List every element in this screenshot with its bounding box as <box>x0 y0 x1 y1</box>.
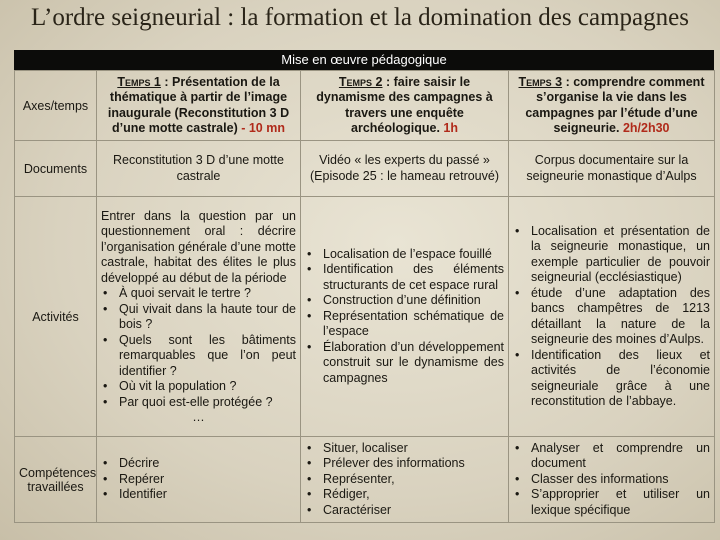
competences-2 <box>301 437 509 523</box>
list-item: • Par quoi est-elle protégée ? <box>101 395 296 411</box>
list-item: • Rédiger, <box>305 487 504 503</box>
pedagogy-table <box>14 70 715 523</box>
temps-1-text: : Présentation de la thématique à partir de l’image inaugurale (Reconstitution 3 D d’une motte castrale) <box>107 74 290 135</box>
list-item: • Représentation schématique de l’espace <box>305 309 504 340</box>
list-item: • Localisation et présentation de la seigneurie monastique, un exemple particulier de pouvoir seigneurial (ecclésiastique) <box>513 224 710 286</box>
list-item: • Repérer <box>101 472 296 488</box>
competences-3-list <box>513 441 710 519</box>
list-item: • À quoi servait le tertre ? <box>101 286 296 302</box>
competences-1 <box>97 437 301 523</box>
activites-2-list <box>305 247 504 387</box>
row-label-competences: Compétences travaillées <box>15 437 97 523</box>
row-label-documents: Documents <box>15 141 97 197</box>
row-label-activites: Activités <box>15 197 97 437</box>
activites-1-ellipsis: … <box>192 410 205 425</box>
temps-3-text: : comprendre comment s’organise la vie dans les campagnes par l’étude d’une seigneurie. <box>525 74 705 135</box>
list-item: • S’approprier et utiliser un lexique spécifique <box>513 487 710 518</box>
list-item: • Qui vivait dans la haute tour de bois ? <box>101 302 296 333</box>
row-label-axes: Axes/temps <box>15 71 97 141</box>
list-item: • Situer, localiser <box>305 441 504 457</box>
temps-2-text: : faire saisir le dynamisme des campagnes à travers une enquête archéologique. <box>316 74 493 135</box>
activites-3-list <box>513 224 710 410</box>
temps-3-cell <box>509 71 715 141</box>
temps-3-label: Temps 3 <box>518 74 563 89</box>
activites-1-list <box>101 286 296 410</box>
temps-1-label: Temps 1 <box>117 74 161 89</box>
activites-2 <box>301 197 509 437</box>
list-item: • Représenter, <box>305 472 504 488</box>
temps-2-duration: 1h <box>439 121 458 135</box>
list-item: • Prélever des informations <box>305 456 504 472</box>
list-item: • Classer des informations <box>513 472 710 488</box>
list-item: • Identifier <box>101 487 296 503</box>
list-item: • Caractériser <box>305 503 504 519</box>
document-2: Vidéo « les experts du passé » (Episode 25 : le hameau retrouvé) <box>301 141 509 197</box>
row-axes <box>15 71 715 141</box>
competences-2-list <box>305 441 504 519</box>
activites-3 <box>509 197 715 437</box>
list-item: • Analyser et comprendre un document <box>513 441 710 472</box>
list-item: • Construction d’une définition <box>305 293 504 309</box>
row-documents <box>15 141 715 197</box>
temps-1-cell <box>97 71 301 141</box>
list-item: • Identification des éléments structurants de cet espace rural <box>305 262 504 293</box>
page-title: L’ordre seigneurial : la formation et la domination des campagnes <box>31 4 689 31</box>
list-item: • Identification des lieux et activités de l’économie seigneuriale grâce à une reconstitution de l’abbaye. <box>513 348 710 410</box>
activites-1-intro: Entrer dans la question par un questionnement oral : décrire l’organisation générale d’une motte castrale, habitat des élites le plus développé au début de la période <box>101 208 296 285</box>
list-item: • Élaboration d’un développement construit sur le dynamisme des campagnes <box>305 340 504 387</box>
list-item: • Où vit la population ? <box>101 379 296 395</box>
competences-3 <box>509 437 715 523</box>
temps-3-duration: 2h/2h30 <box>619 121 670 135</box>
document-1: Reconstitution 3 D d’une motte castrale <box>97 141 301 197</box>
competences-1-list <box>101 456 296 503</box>
temps-2-label: Temps 2 <box>338 74 383 89</box>
list-item: • Quels sont les bâtiments remarquables que l’on peut identifier ? <box>101 333 296 380</box>
list-item: • étude d’une adaptation des bancs champêtres de 1213 détaillant la nature de la seigneurie des moines d’Aulps. <box>513 286 710 348</box>
list-item: • Localisation de l’espace fouillé <box>305 247 504 263</box>
activites-1 <box>97 197 301 437</box>
section-header: Mise en œuvre pédagogique <box>14 50 714 70</box>
list-item: • Décrire <box>101 456 296 472</box>
temps-2-cell <box>301 71 509 141</box>
temps-1-duration: - 10 mn <box>237 121 285 135</box>
row-competences <box>15 437 715 523</box>
row-activites <box>15 197 715 437</box>
document-3: Corpus documentaire sur la seigneurie monastique d’Aulps <box>509 141 715 197</box>
